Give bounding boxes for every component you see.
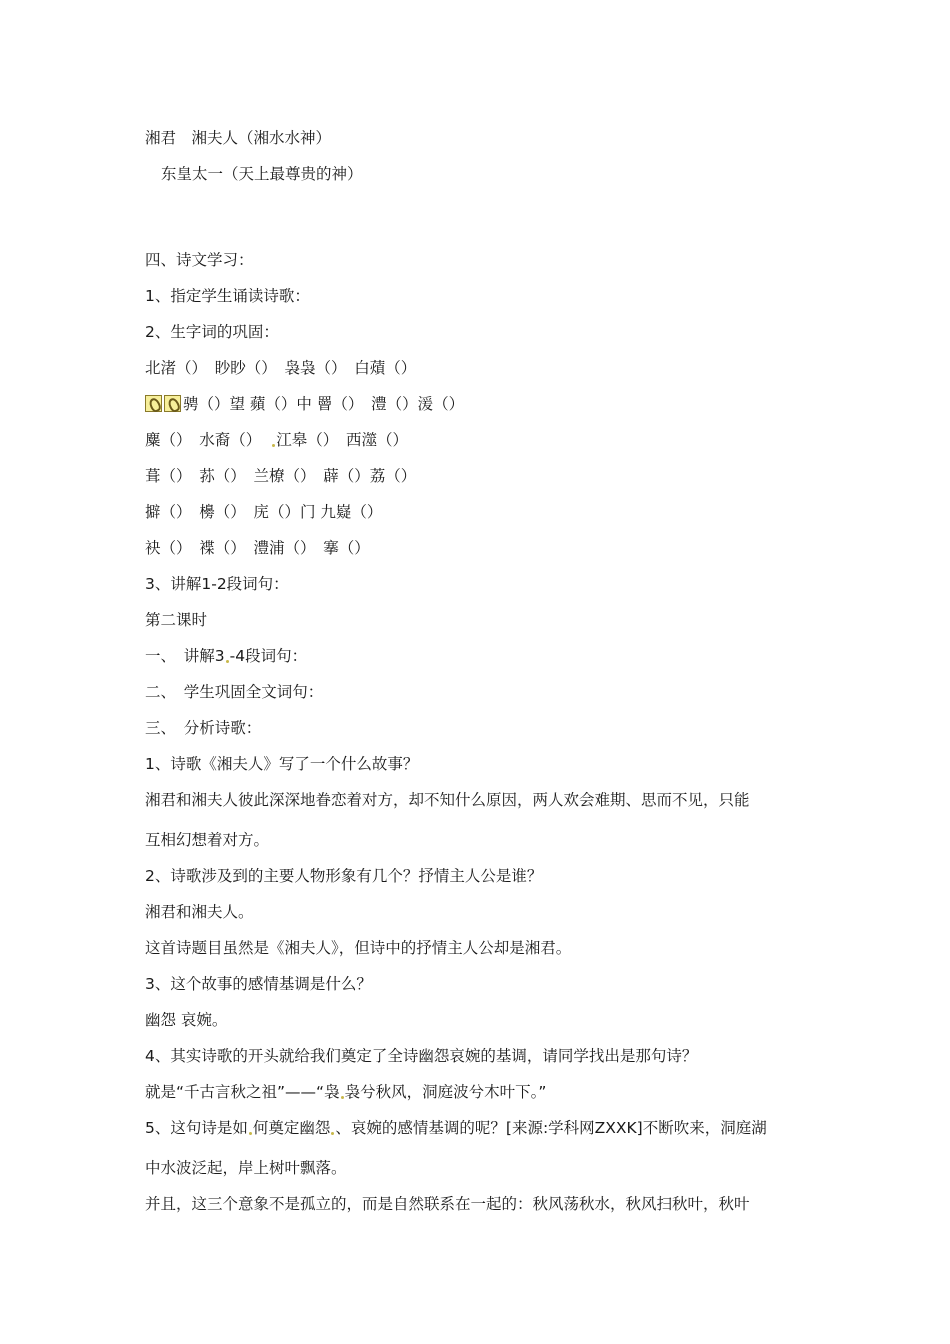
missing-glyph-icon: [145, 395, 162, 412]
mark-dot-icon: [331, 1132, 334, 1135]
mark-dot-icon: [226, 660, 229, 663]
vocab-line: 葺（） 荪（） 兰橑（） 薜（）荔（）: [145, 467, 417, 485]
section-heading: 第二课时: [145, 611, 208, 629]
answer-line: 并且，这三个意象不是孤立的，而是自然联系在一起的：秋风荡秋水，秋风扫秋叶，秋叶: [145, 1195, 750, 1213]
text-line: 三、 分析诗歌：: [145, 719, 262, 737]
section-heading: 四、诗文学习：: [145, 251, 254, 269]
question-line: 5、这句诗是如 何奠定幽怨 、哀婉的感情基调的呢？[来源:学科网ZXXK]不断吹来，洞庭湖: [145, 1119, 767, 1137]
text-line: 湘君 湘夫人（湘水水神）: [145, 129, 332, 147]
answer-line: 湘君和湘夫人彼此深深地眷恋着对方，却不知什么原因，两人欢会难期、思而不见，只能: [145, 791, 750, 809]
vocab-line: 袂（） 褋（） 澧浦（） 搴（）: [145, 539, 370, 557]
answer-line: 互相幻想着对方。: [145, 831, 270, 849]
question-line: 4、其实诗歌的开头就给我们奠定了全诗幽怨哀婉的基调，请同学找出是那句诗？: [145, 1047, 698, 1065]
text-line: 3、讲解1-2段词句：: [145, 575, 289, 593]
missing-glyph-icon: [164, 395, 181, 412]
text-line: 一、 讲解3 -4段词句：: [145, 647, 308, 665]
mark-dot-icon: [249, 1132, 252, 1135]
answer-line: 就是“千古言秋之祖”——“袅 袅兮秋风，洞庭波兮木叶下。”: [145, 1083, 547, 1101]
vocab-line: 麋（） 水裔（） 江皋（） 西澨（）: [145, 431, 409, 449]
vocab-line: 骋（）望 蘋（）中 罾（） 澧（）湲（）: [145, 394, 464, 414]
text-line: 二、 学生巩固全文词句：: [145, 683, 324, 701]
answer-line: 湘君和湘夫人。: [145, 903, 254, 921]
mark-dot-icon: [341, 1096, 344, 1099]
question-line: 3、这个故事的感情基调是什么？: [145, 975, 372, 993]
text-line: 东皇太一（天上最尊贵的神）: [161, 165, 363, 183]
vocab-line: 北渚（） 眇眇（） 袅袅（） 白薠（）: [145, 359, 417, 377]
answer-line: 幽怨 哀婉。: [145, 1011, 228, 1029]
text-line: 1、指定学生诵读诗歌：: [145, 287, 310, 305]
answer-line: 这首诗题目虽然是《湘夫人》，但诗中的抒情主人公却是湘君。: [145, 939, 572, 957]
answer-line: 中水波泛起，岸上树叶飘落。: [145, 1159, 347, 1177]
question-line: 2、诗歌涉及到的主要人物形象有几个？抒情主人公是谁？: [145, 867, 543, 885]
mark-dot-icon: [272, 444, 275, 447]
vocab-line: 擗（） 櫋（） 庑（）门 九嶷（）: [145, 503, 383, 521]
text-line: 2、生字词的巩固：: [145, 323, 279, 341]
question-line: 1、诗歌《湘夫人》写了一个什么故事？: [145, 755, 419, 773]
